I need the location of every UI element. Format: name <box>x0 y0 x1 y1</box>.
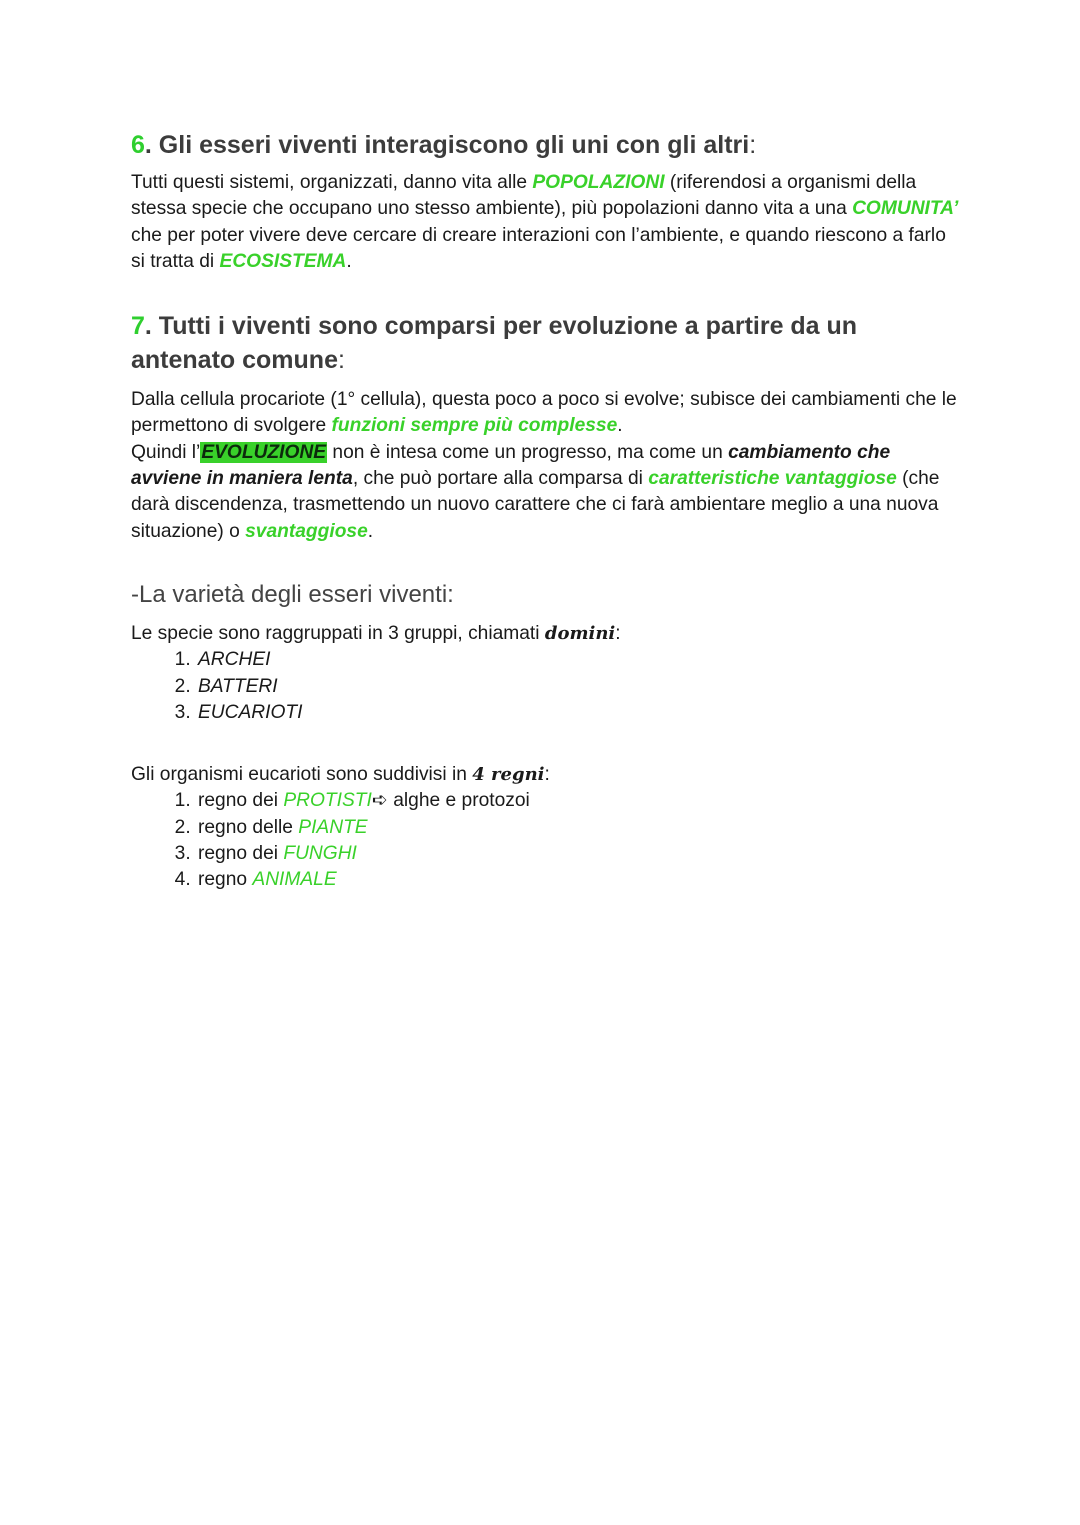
term-comunita: COMUNITA’ <box>852 198 959 220</box>
term-cambiamento: cambiamento che avviene in maniera lenta <box>131 441 891 490</box>
list-item: 3. EUCARIOTI <box>196 700 961 726</box>
arrow-right-icon: ➪ <box>371 790 388 812</box>
regni-list <box>131 788 961 893</box>
term-svantaggiose: svantaggiose <box>245 520 368 542</box>
section-7-title: . Tutti i viventi sono comparsi per evoluzione a partire da un antenato comune <box>131 312 858 375</box>
list-item: 2. BATTERI <box>196 674 961 700</box>
section-6-paragraph: Tutti questi sistemi, organizzati, danno vita alle POPOLAZIONI (riferendosi a organismi della stessa specie che occupano uno stesso ambiente), più popolazioni danno vita a una COMUNITA’ che per poter vivere deve cercare di creare interazioni con l’ambiente, e quando riescono a farlo si tratta di ECOSISTEMA. <box>131 172 959 272</box>
domains-list <box>131 647 961 726</box>
term-ecosistema: ECOSISTEMA <box>219 250 347 272</box>
section-7-heading: 7. Tutti i viventi sono comparsi per evoluzione a partire da un antenato comune: <box>131 312 858 375</box>
page-content <box>131 128 961 894</box>
domini-handwritten: domini <box>544 622 616 644</box>
section-6-number: 6 <box>131 131 145 159</box>
varieta-heading: -La varietà degli esseri viventi: <box>131 580 454 608</box>
regni-intro: Gli organismi eucarioti sono suddivisi in 4 regni: <box>131 764 550 786</box>
section-7-paragraph-1: Dalla cellula procariote (1° cellula), questa poco a poco si evolve; subisce dei cambiamenti che le permettono di svolgere funzioni sempre più complesse. <box>131 389 957 437</box>
term-evoluzione-highlight: EVOLUZIONE <box>201 441 327 463</box>
section-7-paragraph-2: Quindi l’EVOLUZIONE non è intesa come un progresso, ma come un cambiamento che avviene in maniera lenta, che può portare alla comparsa di caratteristiche vantaggiose (che darà discendenza, trasmettendo un nuovo carattere che ci farà ambientare meglio a una nuova situazione) o svantaggiose. <box>131 441 940 542</box>
domini-intro: Le specie sono raggruppati in 3 gruppi, chiamati domini: <box>131 622 621 644</box>
list-item: 2. regno delle PIANTE <box>196 815 961 841</box>
regni-handwritten: 4 regni <box>472 764 545 786</box>
term-popolazioni: POPOLAZIONI <box>532 172 665 193</box>
term-funzioni: funzioni sempre più complesse <box>331 415 618 437</box>
section-6-title: . Gli esseri viventi interagiscono gli uni con gli altri <box>144 131 750 159</box>
section-7-number: 7 <box>131 312 145 341</box>
list-item: 3. regno dei FUNGHI <box>196 841 961 867</box>
list-item: 4. regno ANIMALE <box>196 867 961 893</box>
list-item: 1. regno dei PROTISTI➪ alghe e protozoi <box>196 788 961 814</box>
list-item: 1. ARCHEI <box>196 647 961 673</box>
section-6-heading: 6. Gli esseri viventi interagiscono gli uni con gli altri: <box>131 131 757 159</box>
term-vantaggiose: caratteristiche vantaggiose <box>648 468 897 490</box>
